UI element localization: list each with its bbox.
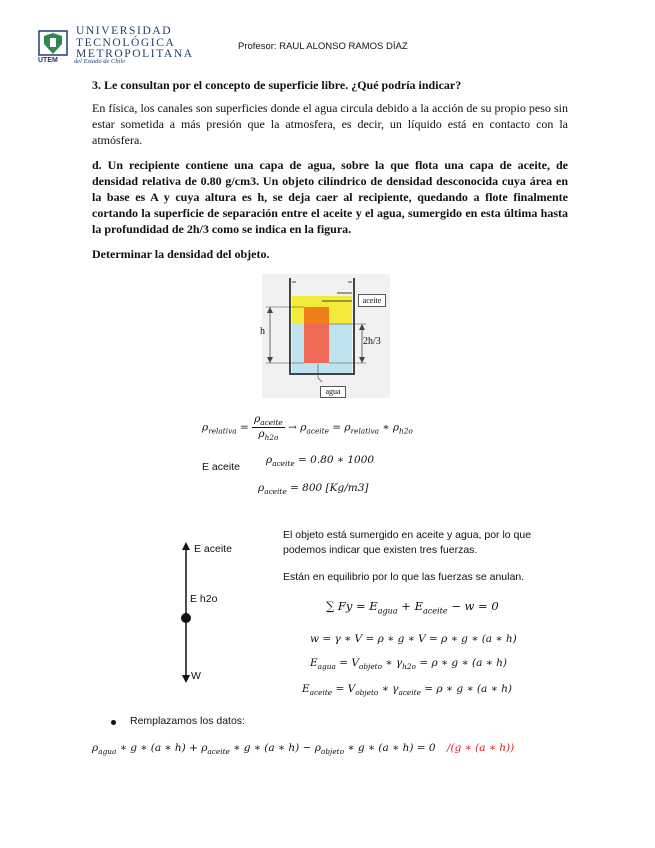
question-d-task: Determinar la densidad del objeto.	[92, 247, 270, 261]
equation-e-aceite: $E_{aceite} = V_{objeto}$ ∗ $\gamma_{aceite} = \rho$ ∗ g ∗ (a ∗ h)	[302, 683, 512, 698]
utem-acronym: UTEM	[38, 57, 58, 64]
equation-oil-density-result: $\rho_{aceite} = 800$ [Kg/m3]	[258, 482, 369, 497]
force-e-aceite: E aceite	[194, 543, 232, 555]
question-3-answer: En física, los canales son superficies donde el agua circula debido a la acción de su propio peso sin estar sometida a más presión que la atmosfera, es decir, un líquido está en contacto con la atmósfera.	[92, 101, 568, 147]
equation-weight: w = γ ∗ V = ρ ∗ g ∗ V = ρ ∗ g ∗ (a ∗ h)	[310, 633, 517, 645]
university-name: UNIVERSIDAD TECNOLÓGICA METROPOLITANA	[76, 25, 194, 60]
force-diagram	[176, 540, 236, 685]
force-w: W	[191, 670, 201, 682]
container-figure	[262, 274, 390, 398]
equation-e-agua: $E_{agua} = V_{objeto}$ ∗ $\gamma_{h2o} = \rho$ ∗ g ∗ (a ∗ h)	[310, 657, 507, 672]
label-2h3: 2h/3	[363, 336, 381, 347]
estado-subtitle: del Estado de Chile	[74, 58, 126, 65]
replace-data-text: Remplazamos los datos:	[130, 715, 245, 727]
label-h: h	[260, 326, 265, 337]
final-equation: $\rho_{agua}$ ∗ g ∗ (a ∗ $h) + \rho_{aceite}$ ∗ g ∗ (a ∗ $h) - \rho_{objeto}$ ∗ g ∗ (a ∗ h) = 0 /(g ∗ (a ∗ h))	[92, 742, 515, 757]
equilibrium-text: Están en equilibrio por lo que las fuerzas se anulan.	[283, 571, 525, 583]
equation-oil-density: $\rho_{aceite} = 0.80$ ∗ 1000	[266, 454, 375, 469]
bullet-dot	[111, 720, 116, 725]
equation-relative-density: $\rho_{relativa}$ = $\frac{\rho_{aceite}}{\rho_{h2o}}$ → $\rho_{aceite} = \rho_{relativa}$ ∗ $\rho_{h2o}$	[202, 413, 413, 443]
label-agua: agua	[320, 386, 346, 398]
forces-explanation: El objeto está sumergido en aceite y agua, por lo que podemos indicar que existen tres fuerzas.	[283, 529, 532, 556]
professor-name: Profesor: RAUL ALONSO RAMOS DÍAZ	[238, 41, 408, 52]
label-e-aceite: E aceite	[202, 461, 240, 473]
label-aceite: aceite	[358, 294, 386, 307]
question-3-title: 3. Le consultan por el concepto de superficie libre. ¿Qué podría indicar?	[92, 78, 462, 92]
question-d-statement: d. Un recipiente contiene una capa de agua, sobre la que flota una capa de aceite, de densidad relativa de 0.80 g/cm3. Un objeto cilíndrico de densidad desconocida cuya área en la base es A y cuya altura es h, se deja caer al recipiente, quedando a flote finalmente cortando la superficie de separación entre el aceite y el agua, sumergido en esta última hasta la profundidad de 2h/3 como se indica en la figura.	[92, 158, 568, 236]
equation-sum-forces: ∑ $Fy = E_{agua} + E_{aceite} - w = 0$	[326, 599, 499, 616]
utem-logo	[38, 30, 68, 56]
force-e-h2o: E h2o	[190, 593, 218, 605]
